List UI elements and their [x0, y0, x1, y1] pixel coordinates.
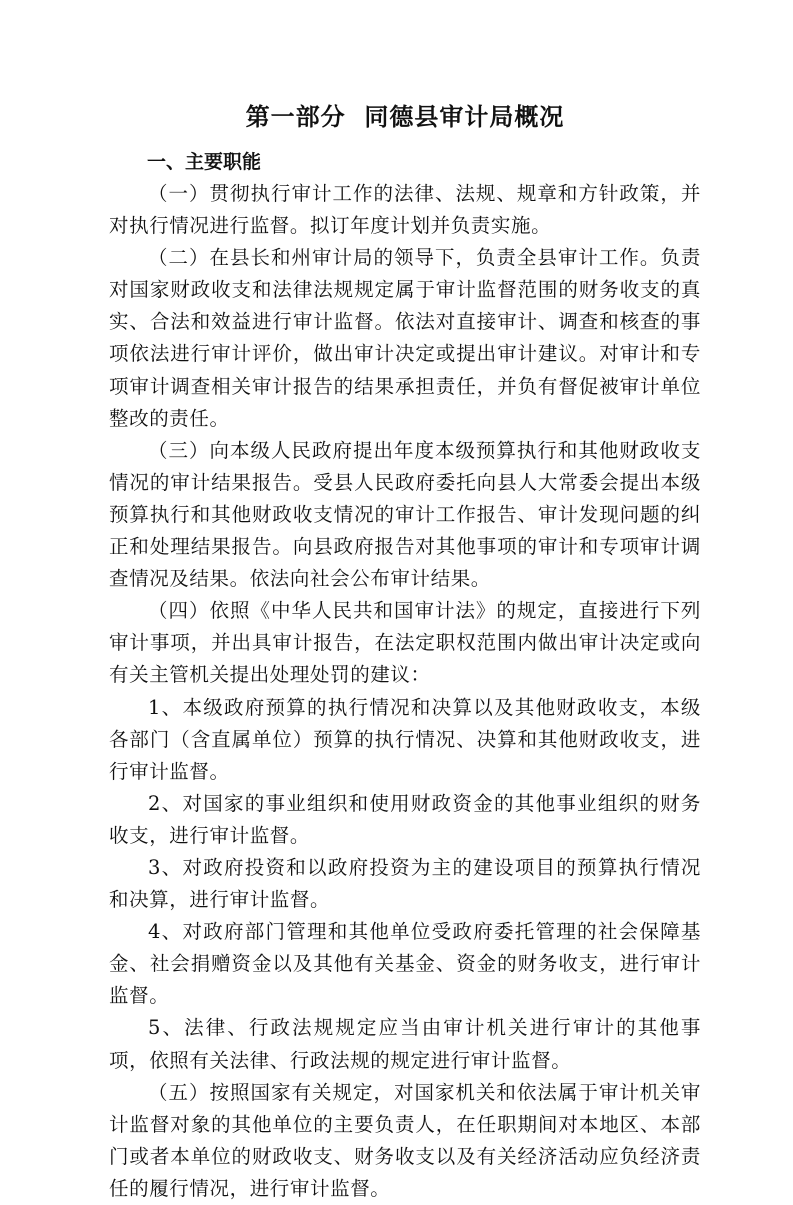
page-title: 第一部分 同德县审计局概况 [245, 103, 565, 131]
paragraph-duty-1: （一）贯彻执行审计工作的法律、法规、规章和方针政策，并对执行情况进行监督。拟订年度计划并负责实施。 [109, 182, 701, 238]
paragraph-duty-5: （五）按照国家有关规定，对国家机关和依法属于审计机关审计监督对象的其他单位的主要负责人，在任职期间对本地区、本部门或者本单位的财政收支、财务收支以及有关经济活动应负经济责任的履行情况，进行审计监督。 [109, 1080, 701, 1200]
paragraph-item-1: 1、本级政府预算的执行情况和决算以及其他财政收支，本级各部门（含直属单位）预算的执行情况、决算和其他财政收支，进行审计监督。 [109, 695, 701, 783]
paragraph-item-3: 3、对政府投资和以政府投资为主的建设项目的预算执行情况和决算，进行审计监督。 [109, 855, 701, 912]
paragraph-item-2: 2、对国家的事业组织和使用财政资金的其他事业组织的财务收支，进行审计监督。 [109, 791, 701, 847]
paragraph-duty-3: （三）向本级人民政府提出年度本级预算执行和其他财政收支情况的审计结果报告。受县人民政府委托向县人大常委会提出本级预算执行和其他财政收支情况的审计工作报告、审计发现问题的纠正和处理结果报告。向县政府报告对其他事项的审计和专项审计调查情况及结果。依法向社会公布审计结果。 [109, 438, 701, 591]
paragraph-duty-4: （四）依照《中华人民共和国审计法》的规定，直接进行下列审计事项，并出具审计报告，在法定职权范围内做出审计决定或向有关主管机关提出处理处罚的建议： [109, 599, 701, 687]
paragraph-item-5: 5、法律、行政法规规定应当由审计机关进行审计的其他事项，依照有关法律、行政法规的规定进行审计监督。 [109, 1016, 701, 1072]
paragraph-item-4: 4、对政府部门管理和其他单位受政府委托管理的社会保障基金、社会捐赠资金以及其他有关基金、资金的财务收支，进行审计监督。 [109, 920, 701, 1008]
section-heading: 一、主要职能 [147, 151, 262, 173]
paragraph-duty-2: （二）在县长和州审计局的领导下，负责全县审计工作。负责对国家财政收支和法律法规规定属于审计监督范围的财务收支的真实、合法和效益进行审计监督。依法对直接审计、调查和核查的事项依法进行审计评价，做出审计决定或提出审计建议。对审计和专项审计调查相关审计报告的结果承担责任，并负有督促被审计单位整改的责任。 [109, 246, 701, 430]
